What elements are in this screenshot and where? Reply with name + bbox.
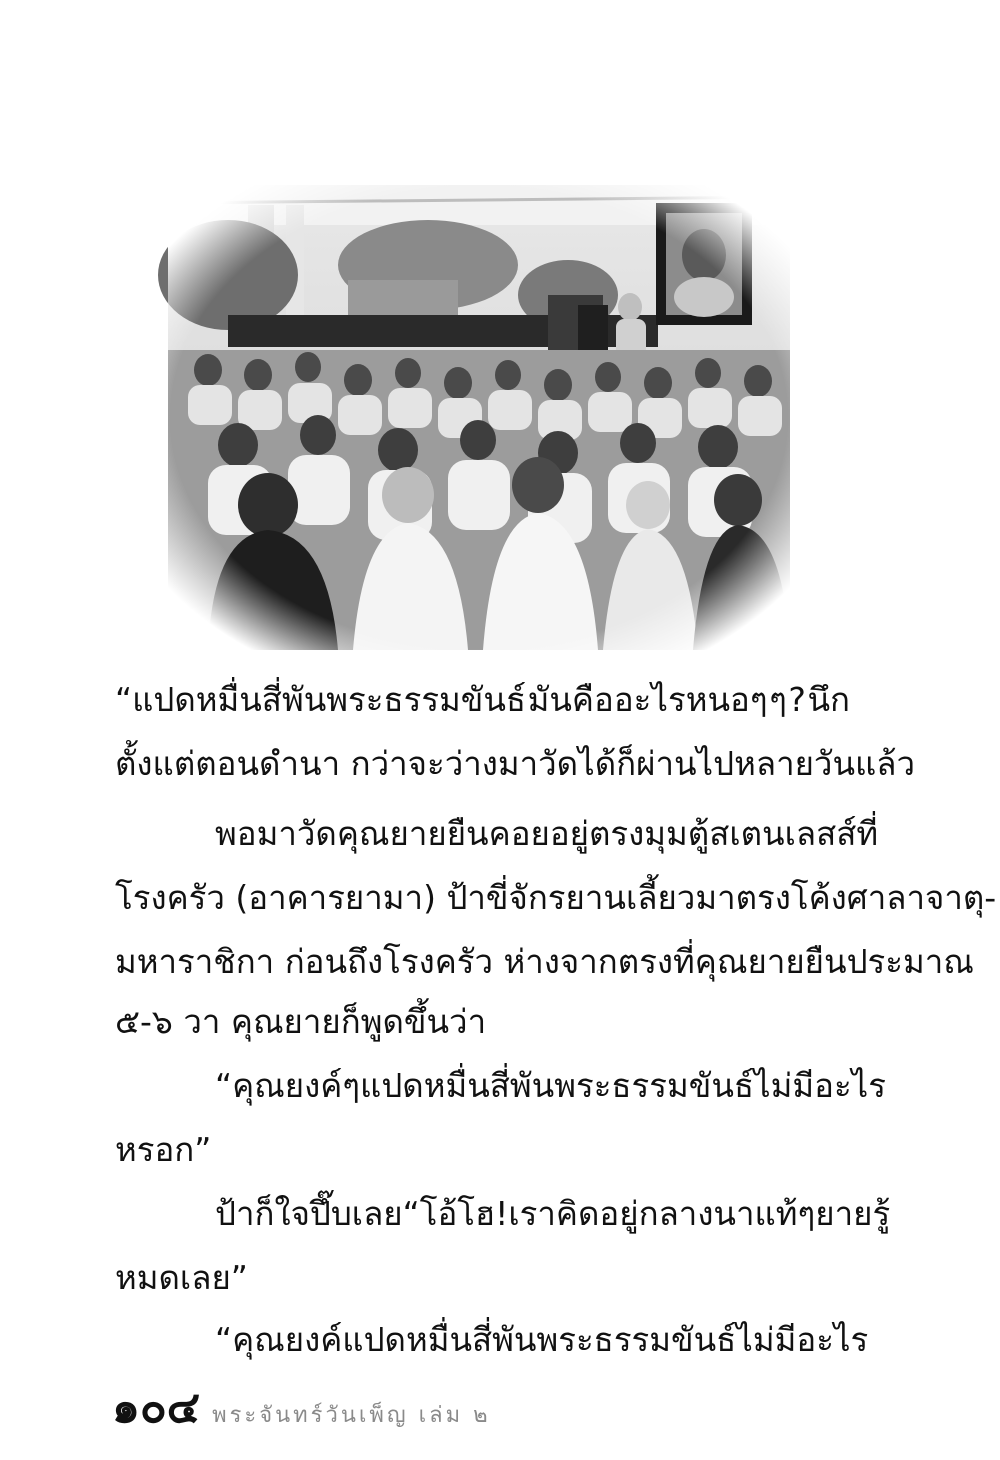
book-title: พระจันทร์วันเพ็ญ เล่ม ๒	[212, 1403, 491, 1428]
text-segment: “คุณยงค์ๆ	[215, 1066, 361, 1105]
paragraph-2-line-3: มหาราชิกา ก่อนถึงโรงครัว ห่างจากตรงที่คุณยายยืนประมาณ	[115, 942, 974, 981]
text-segment: ป้าก็ใจปึ๊บเลย	[215, 1194, 403, 1233]
paragraph-3-line-1	[115, 1064, 886, 1108]
text-segment: “แปดหมื่นสี่พันพระธรรมขันธ์	[115, 680, 527, 719]
text-segment: “คุณยงค์แปดหมื่นสี่พันพระธรรมขันธ์	[215, 1320, 737, 1359]
text-segment: ไม่มีอะไร	[736, 1320, 869, 1359]
text-segment: ไม่มีอะไร	[754, 1066, 886, 1105]
page-footer	[112, 1372, 491, 1432]
text-segment: “โอ้โฮ!	[402, 1194, 509, 1233]
text-segment: ๆ	[769, 680, 787, 719]
paragraph-4-line-1	[115, 1192, 891, 1236]
text-segment: มันคืออะไรหนอๆ	[527, 680, 768, 719]
text-segment: ยายรู้	[815, 1194, 891, 1233]
paragraph-3-line-2: หรอก”	[115, 1130, 212, 1169]
paragraph-2-line-4: ๕-๖ วา คุณยายก็พูดขึ้นว่า	[115, 1002, 487, 1041]
text-segment: พอมาวัด	[215, 814, 337, 853]
photo-icon	[168, 185, 790, 650]
paragraph-2-line-2: โรงครัว (อาคารยามา) ป้าขี่จักรยานเลี้ยวมาตรงโค้งศาลาจาตุ-	[115, 878, 997, 917]
text-segment: ที่	[856, 814, 879, 853]
text-segment: แปดหมื่นสี่พันพระธรรมขันธ์	[360, 1066, 755, 1105]
text-segment: ?	[788, 680, 806, 719]
paragraph-1-line-1	[115, 678, 850, 722]
paragraph-4-line-2: หมดเลย”	[115, 1258, 248, 1297]
paragraph-1-line-2: ตั้งแต่ตอนดำนา กว่าจะว่างมาวัดได้ก็ผ่านไปหลายวันแล้ว	[115, 744, 916, 783]
text-segment: เราคิดอยู่กลางนาแท้ๆ	[508, 1194, 816, 1233]
paragraph-5-line-1	[115, 1318, 869, 1362]
text-segment: คุณยายยืนคอยอยู่ตรงมุมตู้สเตนเลสส์	[336, 814, 857, 853]
paragraph-2-line-1	[115, 812, 879, 856]
page-number: ๑๐๔	[112, 1382, 201, 1433]
text-segment: นึก	[807, 680, 850, 719]
audience-photo	[168, 185, 790, 650]
